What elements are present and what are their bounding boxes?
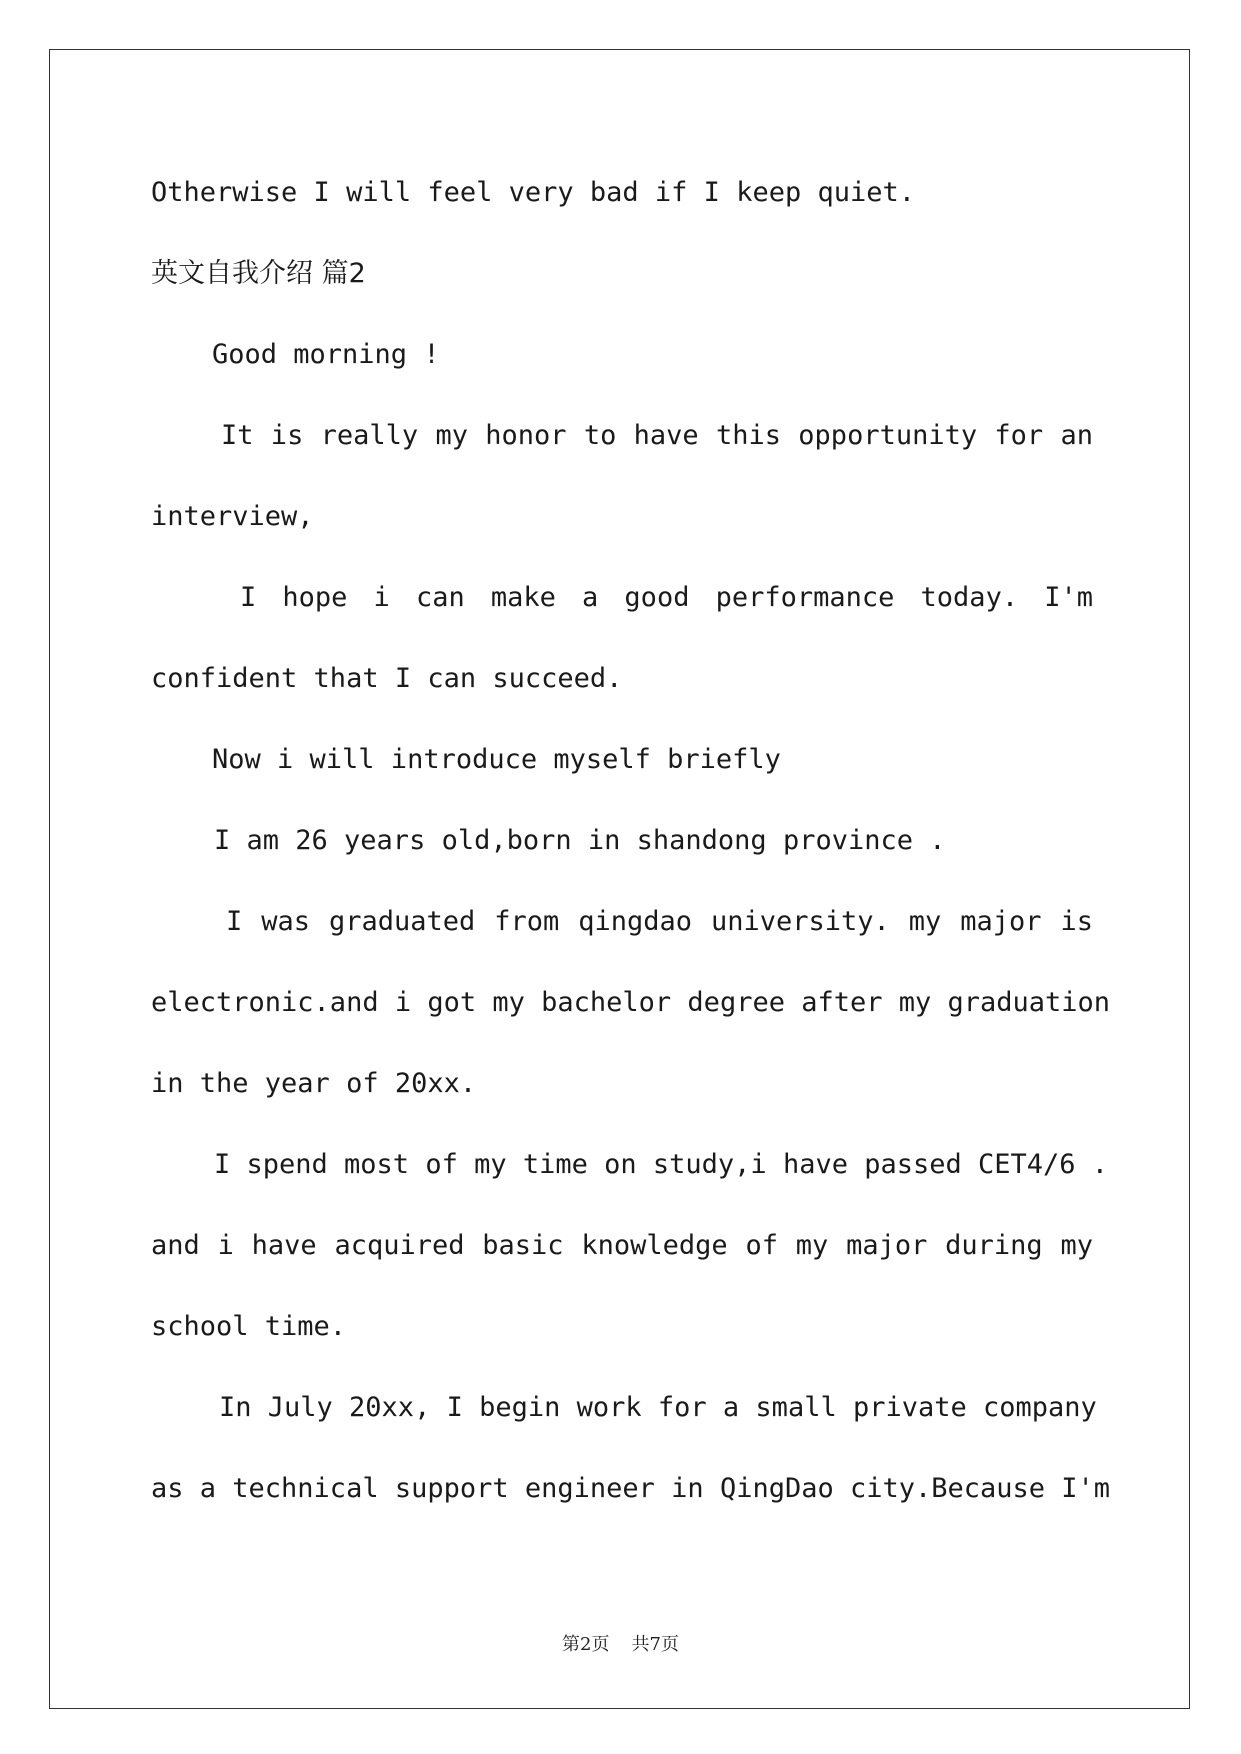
text-line: school time. [151, 1311, 347, 1342]
page-border [49, 49, 1190, 1709]
text-line: in the year of 20xx. [151, 1068, 477, 1099]
text-line: and i have acquired basic knowledge of my major during my [151, 1230, 1093, 1261]
text-line: Now i will introduce myself briefly [212, 744, 781, 775]
page-number-current: 第2页 [562, 1634, 610, 1655]
page-footer [0, 1630, 1241, 1656]
text-line: Otherwise I will feel very bad if I keep quiet. [151, 177, 916, 208]
text-line: In July 20xx, I begin work for a small private company [219, 1392, 1097, 1423]
page-number-total: 共7页 [631, 1634, 679, 1655]
text-line: I was graduated from qingdao university. my major is [226, 906, 1093, 937]
text-line: It is really my honor to have this opportunity for an [221, 420, 1093, 451]
text-line: confident that I can succeed. [151, 663, 623, 694]
text-line: as a technical support engineer in QingDao city.Because I'm [151, 1473, 1111, 1504]
text-line: Good morning ! [212, 339, 440, 370]
text-line: electronic.and i got my bachelor degree after my graduation [151, 987, 1111, 1018]
text-line: I hope i can make a good performance today. I'm [240, 582, 1093, 613]
text-line: I spend most of my time on study,i have passed CET4/6 . [214, 1149, 1109, 1180]
text-line: I am 26 years old,born in shandong province . [214, 825, 946, 856]
text-line: interview, [151, 501, 314, 532]
section-heading: 英文自我介绍 篇2 [151, 258, 366, 289]
